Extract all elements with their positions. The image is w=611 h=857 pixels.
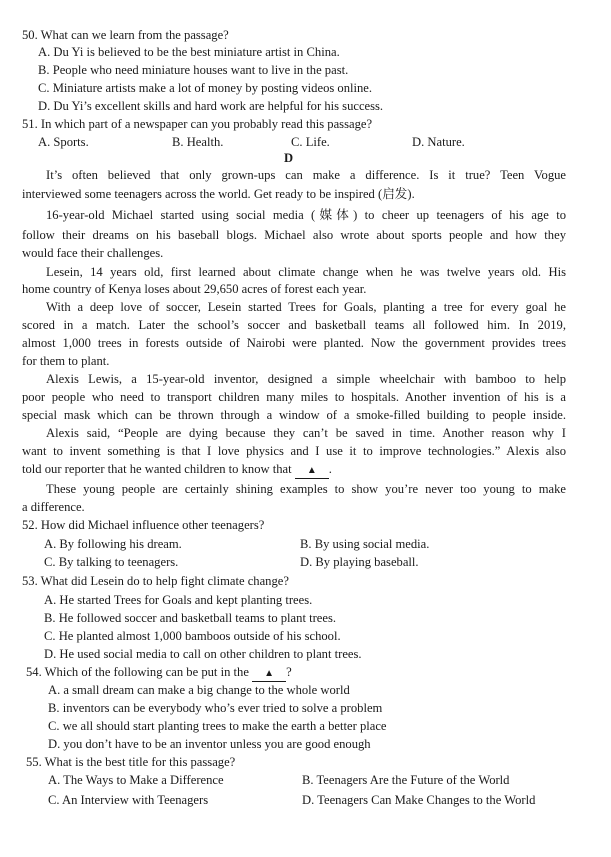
passage-line-with-blank: told our reporter that he wanted children to know that ▲ . — [22, 461, 332, 479]
q52-option-d: D. By playing baseball. — [300, 555, 419, 569]
q53-option-b: B. He followed soccer and basketball teams to plant trees. — [44, 611, 337, 625]
passage-line: almost 1,000 trees in forests outside of Nairobi were planted. Now the government provides trees — [22, 336, 566, 350]
q55-option-a: A. The Ways to Make a Difference — [48, 773, 224, 787]
q52-option-a: A. By following his dream. — [44, 537, 182, 551]
q50-option-a: A. Du Yi is believed to be the best miniature artist in China. — [38, 45, 340, 59]
q54-option-b: B. inventors can be everybody who’s ever tried to solve a problem — [48, 701, 383, 715]
q52-stem: 52. How did Michael influence other teenagers? — [22, 518, 265, 532]
q54-option-c: C. we all should start planting trees to make the earth a better place — [48, 719, 387, 733]
q53-stem: 53. What did Lesein do to help fight climate change? — [22, 574, 289, 588]
triangle-icon: ▲ — [264, 668, 275, 679]
passage-line: want to invent something is that I love physics and I use it to improve technologies.” Alexis also — [22, 444, 566, 458]
q52-option-c: C. By talking to teenagers. — [44, 555, 179, 569]
answer-blank — [252, 665, 286, 682]
passage-line: It’s often believed that only grown-ups can make a difference. Is it true? Teen Vogue — [46, 168, 566, 182]
passage-line: scored in a match. Later the school’s soccer and basketball teams all followed him. In 2019, — [22, 318, 566, 332]
q54-stem-line — [26, 664, 292, 682]
q53-option-c: C. He planted almost 1,000 bamboos outside of his school. — [44, 629, 341, 643]
q51-option-b: B. Health. — [172, 135, 224, 149]
passage-line: told our reporter that he wanted children to know that — [22, 462, 292, 476]
passage-line: poor people who need to transport children many miles to hospitals. Another invention of his is a — [22, 390, 566, 404]
q54-stem: 54. Which of the following can be put in the — [26, 665, 249, 679]
q54-stem-end: ? — [286, 665, 292, 679]
passage-line: would face their challenges. — [22, 246, 164, 260]
q50-option-d: D. Du Yi’s excellent skills and hard work are helpful for his success. — [38, 99, 384, 113]
q55-option-c: C. An Interview with Teenagers — [48, 793, 209, 807]
q50-option-b: B. People who need miniature houses want to live in the past. — [38, 63, 349, 77]
q51-option-d: D. Nature. — [412, 135, 465, 149]
passage-line: Lesein, 14 years old, first learned about climate change when he was twelve years old. His — [46, 265, 566, 279]
q54-option-d: D. you don’t have to be an inventor unless you are good enough — [48, 737, 371, 751]
q54-option-a: A. a small dream can make a big change to the whole world — [48, 683, 350, 697]
passage-line: These young people are certainly shining examples to show you’re never too young to make — [46, 482, 566, 496]
passage-line: a difference. — [22, 500, 85, 514]
triangle-icon: ▲ — [306, 465, 317, 476]
passage-line: follow their dreams on his baseball blogs. Michael also wrote about sports people and how they — [22, 228, 566, 242]
q53-option-a: A. He started Trees for Goals and kept planting trees. — [44, 593, 313, 607]
q53-option-d: D. He used social media to call on other children to plant trees. — [44, 647, 362, 661]
answer-blank — [295, 462, 329, 479]
q51-stem: 51. In which part of a newspaper can you probably read this passage? — [22, 117, 373, 131]
passage-label: D — [284, 151, 294, 165]
passage-line: With a deep love of soccer, Lesein started Trees for Goals, planting a tree for every goal he — [46, 300, 566, 314]
q51-option-c: C. Life. — [291, 135, 330, 149]
q51-option-a: A. Sports. — [38, 135, 89, 149]
q52-option-b: B. By using social media. — [300, 537, 430, 551]
passage-line: home country of Kenya loses about 29,650 acres of forest each year. — [22, 282, 367, 296]
q50-option-c: C. Miniature artists make a lot of money by posting videos online. — [38, 81, 373, 95]
passage-line: Alexis said, “People are dying because they can’t be saved in time. Another reason why I — [46, 426, 566, 440]
passage-line: 16-year-old Michael started using social media (媒体) to cheer up teenagers of his age to — [46, 208, 566, 222]
passage-line: special mask which can be thrown through a window of a smoke-filled building to people inside. — [22, 408, 566, 422]
passage-line: Alexis Lewis, a 15-year-old inventor, designed a simple wheelchair with bamboo to help — [46, 372, 566, 386]
q50-stem: 50. What can we learn from the passage? — [22, 28, 229, 42]
passage-line: for them to plant. — [22, 354, 110, 368]
q55-option-d: D. Teenagers Can Make Changes to the World — [302, 793, 536, 807]
q55-stem: 55. What is the best title for this passage? — [26, 755, 236, 769]
q55-option-b: B. Teenagers Are the Future of the World — [302, 773, 510, 787]
passage-line: interviewed some teenagers across the world. Get ready to be inspired (启发). — [22, 187, 415, 201]
